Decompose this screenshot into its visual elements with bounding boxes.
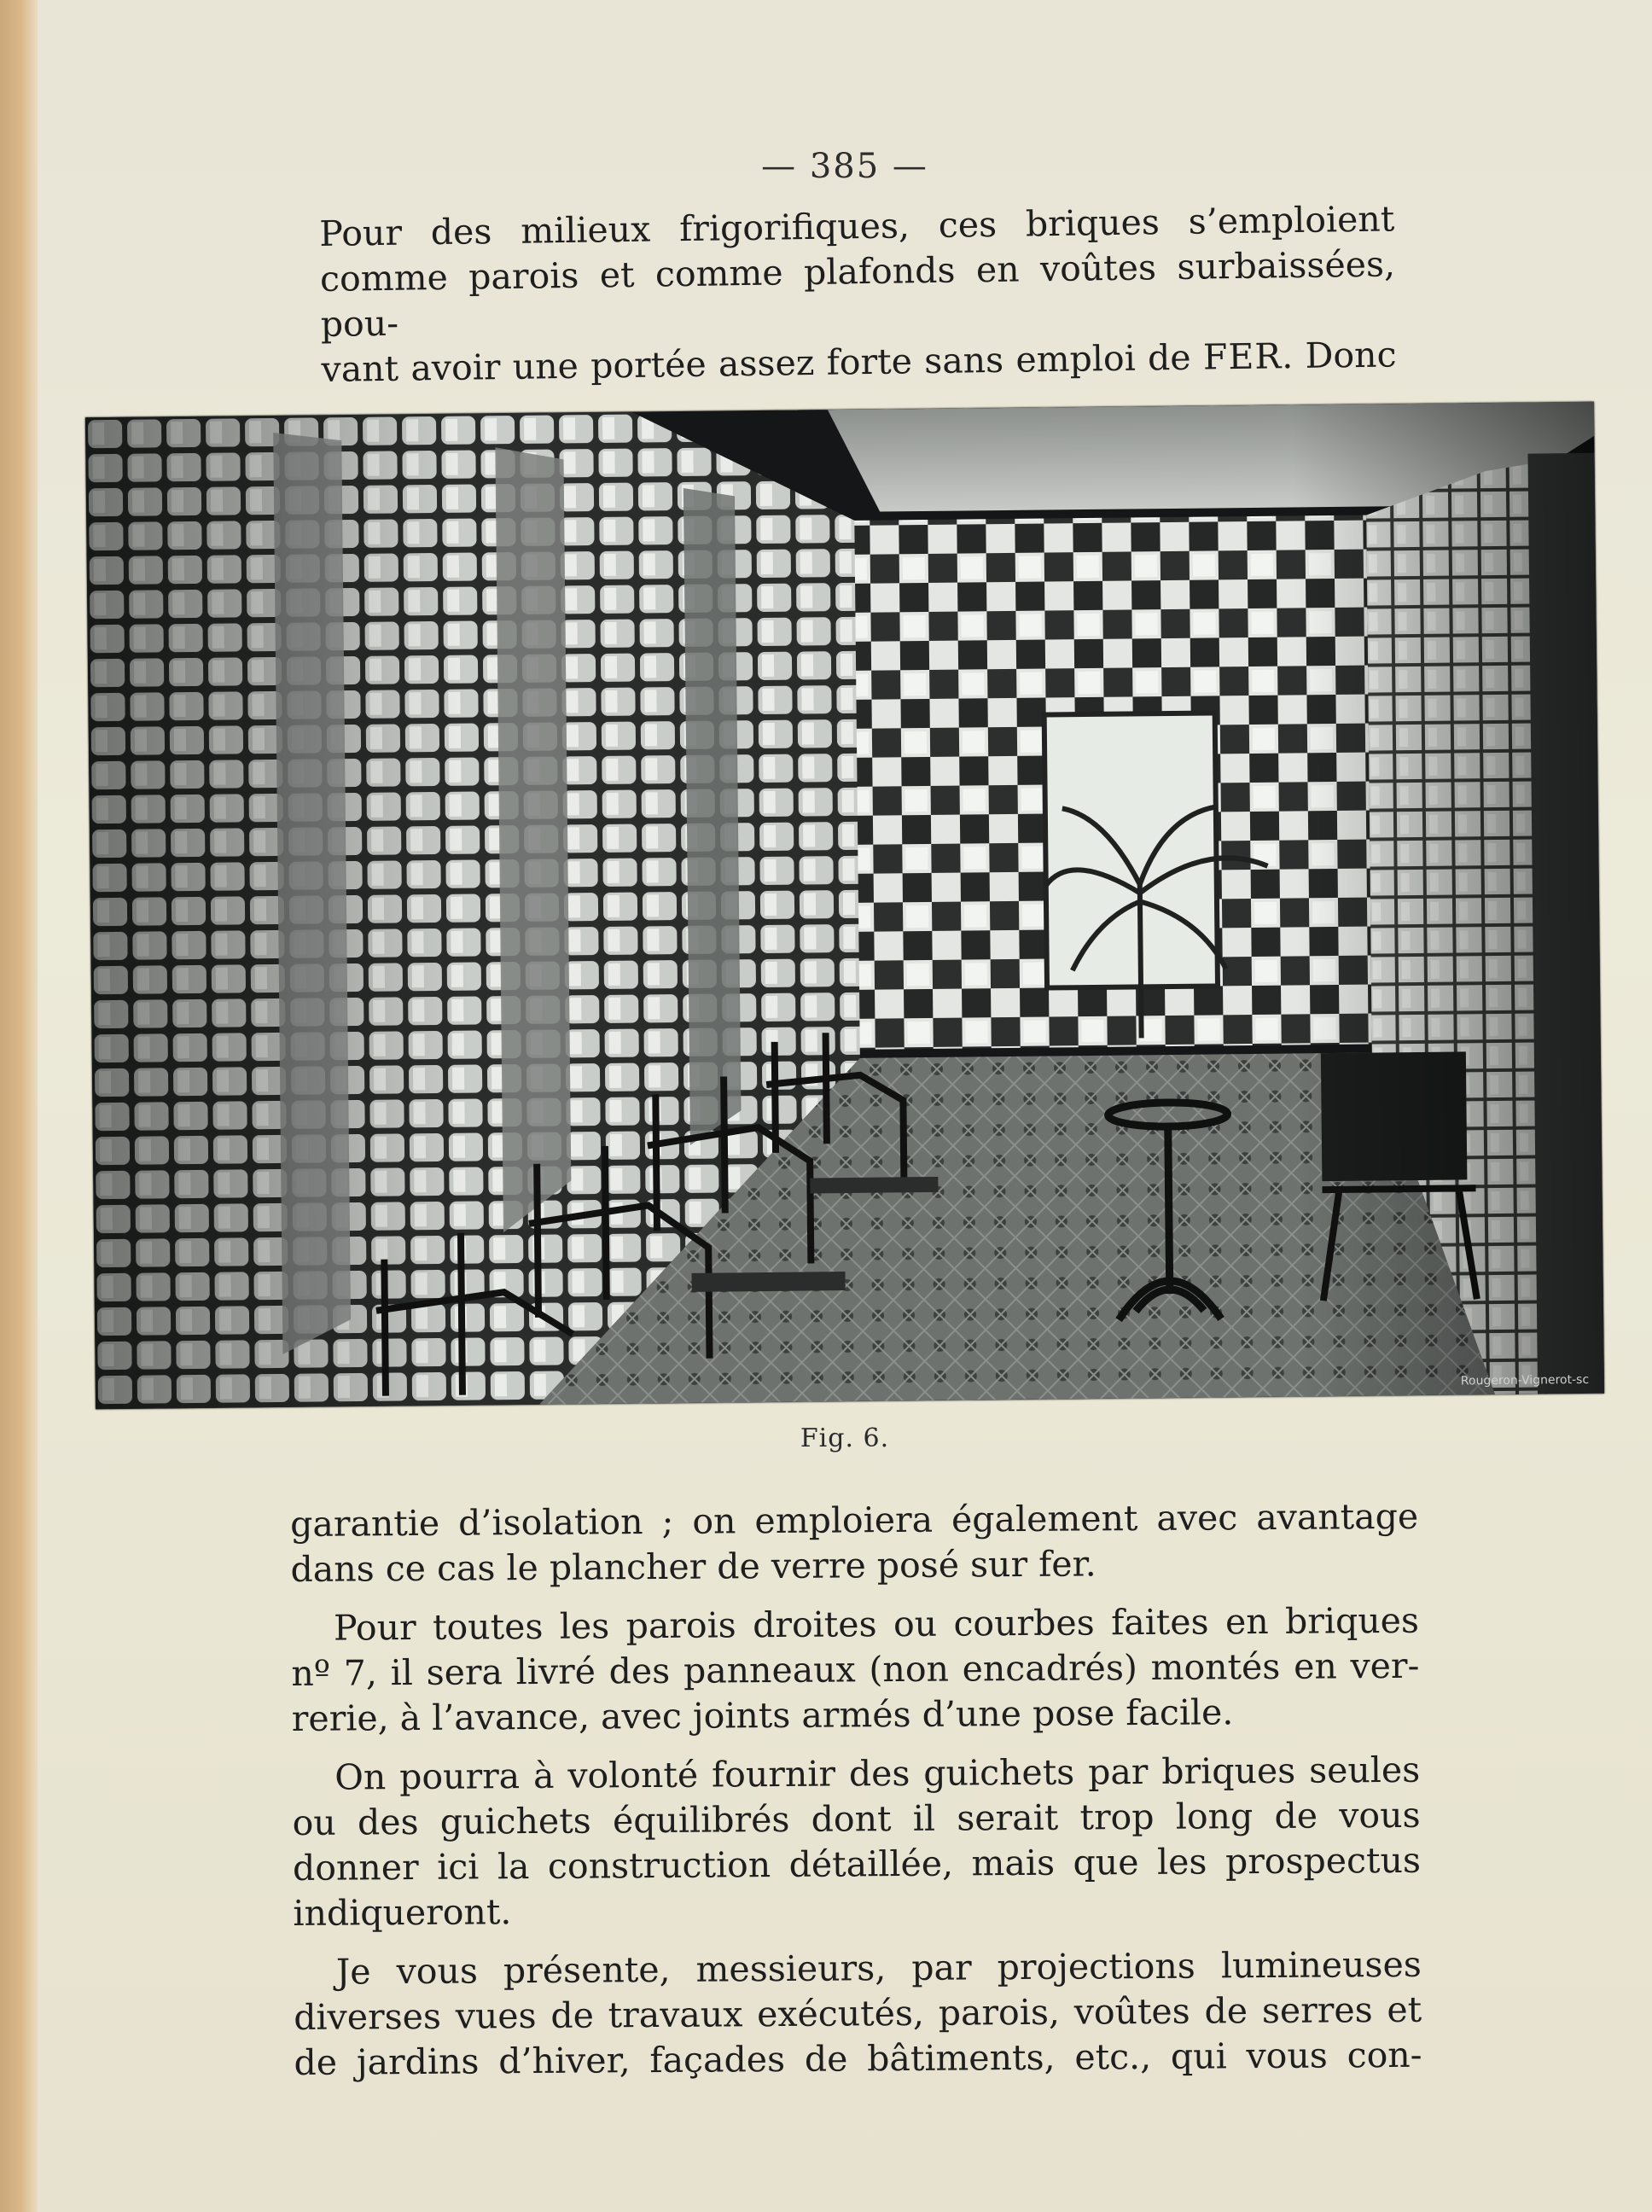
text-line: On pourra à volonté fournir des guichets par briques seules xyxy=(334,1749,1421,1798)
text-line: nº 7, il sera livré des panneaux (non encadrés) montés en ver- xyxy=(291,1644,1420,1694)
text-line: de jardins d’hiver, façades de bâtiments, etc., qui vous con- xyxy=(294,2034,1422,2083)
text-fragment: vant avoir une portée assez forte sans emploi de xyxy=(321,336,1204,390)
page-number: — 385 — xyxy=(761,147,928,186)
paragraph xyxy=(294,1942,1422,2086)
text-line: indiqueront. xyxy=(293,1891,512,1934)
body-text xyxy=(290,1494,1422,2099)
book-page xyxy=(38,0,1652,2212)
text-line: comme parois et comme plafonds en voûtes surbaissées, pou- xyxy=(319,243,1396,345)
text-line: rerie, à l’avance, avec joints armés d’une pose facile. xyxy=(291,1691,1234,1739)
binding-gutter xyxy=(0,0,38,2212)
text-line: ou des guichets équilibrés dont il serait trop long de vous xyxy=(292,1794,1421,1843)
text-line: Pour des milieux frigorifiques, ces briques s’emploient xyxy=(319,198,1395,254)
figure-caption: Fig. 6. xyxy=(800,1423,890,1453)
paragraph xyxy=(291,1598,1420,1742)
paragraph xyxy=(290,1494,1419,1592)
top-paragraph xyxy=(319,196,1397,393)
engraver-credit: Rougeron-Vignerot-sc xyxy=(1460,1372,1590,1388)
figure-photograph xyxy=(85,402,1604,1409)
small-caps-word: FER xyxy=(1202,335,1283,378)
text-line: garantie d’isolation ; on emploiera également avec avantage xyxy=(290,1495,1419,1545)
text-line: Pour toutes les parois droites ou courbes faites en briques xyxy=(333,1599,1420,1649)
paragraph xyxy=(292,1748,1421,1936)
text-line: diverses vues de travaux exécutés, parois, voûtes de serres et xyxy=(294,1988,1422,2038)
photo-vignette xyxy=(85,402,1604,1409)
text-line: Je vous présente, messieurs, par projections lumineuses xyxy=(335,1943,1422,1993)
text-line: dans ce cas le plancher de verre posé sur fer. xyxy=(290,1543,1096,1590)
text-fragment: . Donc xyxy=(1281,334,1397,377)
text-line: donner ici la construction détaillée, mais que les prospectus xyxy=(292,1839,1422,1889)
winter-garden-photo xyxy=(85,402,1604,1409)
